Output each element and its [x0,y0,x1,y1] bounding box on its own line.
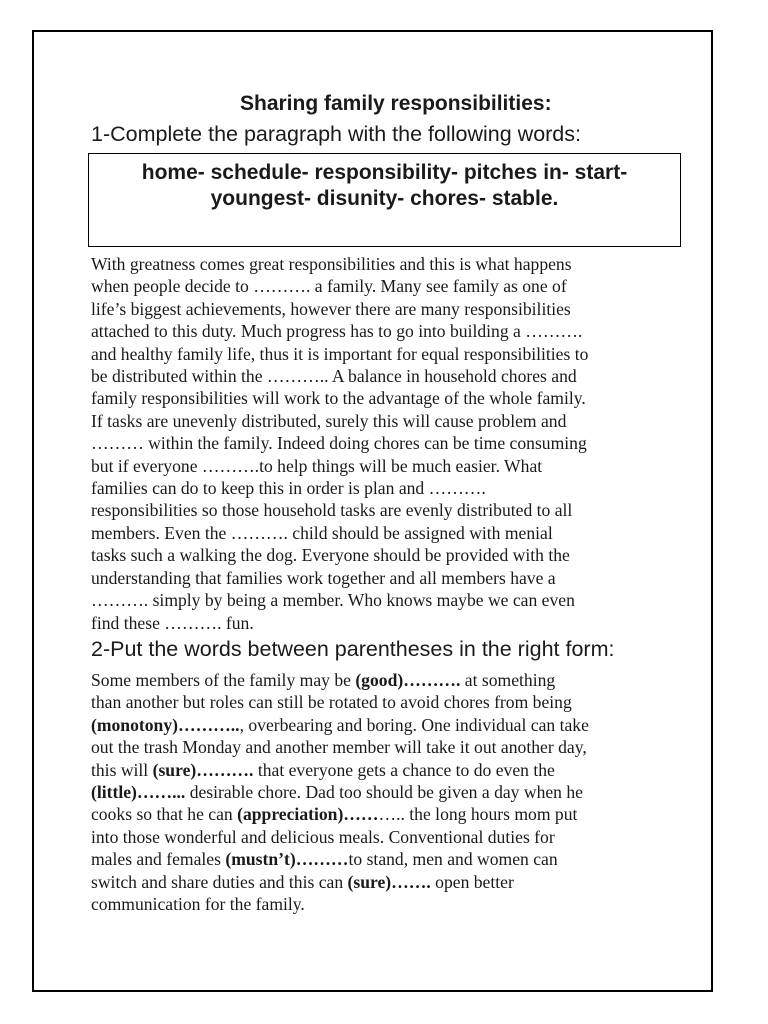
section-2-paragraph [91,669,687,915]
paragraph-line: responsibilities so those household tasks are evenly distributed to all [91,500,573,521]
plain-text: at something [460,670,556,690]
paragraph-line: family responsibilities will work to the advantage of the whole family. [91,388,586,409]
paragraph-line: tasks such a walking the dog. Everyone should be provided with the [91,545,570,566]
paragraph-line [91,871,687,893]
paragraph-line: and healthy family life, thus it is important for equal responsibilities to [91,343,589,364]
blank-prompt-good: (good)………. [355,670,461,690]
plain-text: cooks so that he can [91,804,238,825]
word-bank-line-1: home- schedule- responsibility- pitches in- start- [141,161,628,184]
section-1-heading: 1-Complete the paragraph with the following words: [91,122,581,146]
plain-text: ….. the long hours mom put [378,804,578,825]
paragraph-line: With greatness comes great responsibilities and this is what happens [91,254,572,274]
paragraph-line: find these ………. fun. [91,612,254,633]
plain-text: Some members of the family may be [91,670,356,690]
paragraph-line: be distributed within the ……….. A balance in household chores and [91,366,577,387]
paragraph-line [91,781,687,803]
plain-text: this will [91,759,153,780]
paragraph-line: understanding that families work together and all members have a [91,567,556,588]
worksheet-title: Sharing family responsibilities: [240,92,552,115]
plain-text: males and females [91,849,226,870]
plain-text: open better [430,871,514,892]
word-bank-line-2: youngest- disunity- chores- stable. [210,187,559,210]
plain-text: desirable chore. Dad too should be given a day when he [185,782,583,803]
paragraph-line [91,848,687,870]
paragraph-line: attached to this duty. Much progress has to go into building a ………. [91,321,583,342]
paragraph-line: ……… within the family. Indeed doing chores can be time consuming [91,433,587,454]
blank-prompt-sure: (sure)………. [152,759,254,780]
blank-prompt-sure-2: (sure)……. [347,871,431,892]
paragraph-line: families can do to keep this in order is plan and ………. [91,478,486,499]
plain-text: switch and share duties and this can [91,871,348,892]
paragraph-line: If tasks are unevenly distributed, surely this will cause problem and [91,410,567,431]
paragraph-line: out the trash Monday and another member will take it out another day, [91,737,587,758]
paragraph-line [91,803,687,825]
blank-prompt-little: (little)……... [91,782,186,803]
section-2-heading: 2-Put the words between parentheses in the right form: [91,637,615,661]
paragraph-line: members. Even the ………. child should be assigned with menial [91,522,553,543]
paragraph-line: when people decide to ………. a family. Many see family as one of [91,276,567,297]
plain-text: that everyone gets a chance to do even the [253,759,555,780]
paragraph-line [91,669,687,691]
paragraph-line [91,759,687,781]
blank-prompt-appreciation: (appreciation)…… [237,804,379,825]
plain-text: , overbearing and boring. One individual can take [239,714,589,735]
paragraph-line: into those wonderful and delicious meals. Conventional duties for [91,826,555,847]
plain-text: to stand, men and women can [348,849,558,870]
paragraph-line: ………. simply by being a member. Who knows maybe we can even [91,590,575,611]
word-bank-box [88,153,681,247]
section-1-paragraph [91,253,687,634]
paragraph-line: than another but roles can still be rotated to avoid chores from being [91,692,572,713]
paragraph-line: life’s biggest achievements, however there are many responsibilities [91,298,571,319]
blank-prompt-monotony: (monotony)……….. [91,714,240,735]
paragraph-line: but if everyone ……….to help things will be much easier. What [91,455,543,476]
paragraph-line [91,714,687,736]
blank-prompt-mustnt: (mustn’t)……… [225,849,349,870]
paragraph-line: communication for the family. [91,894,305,915]
